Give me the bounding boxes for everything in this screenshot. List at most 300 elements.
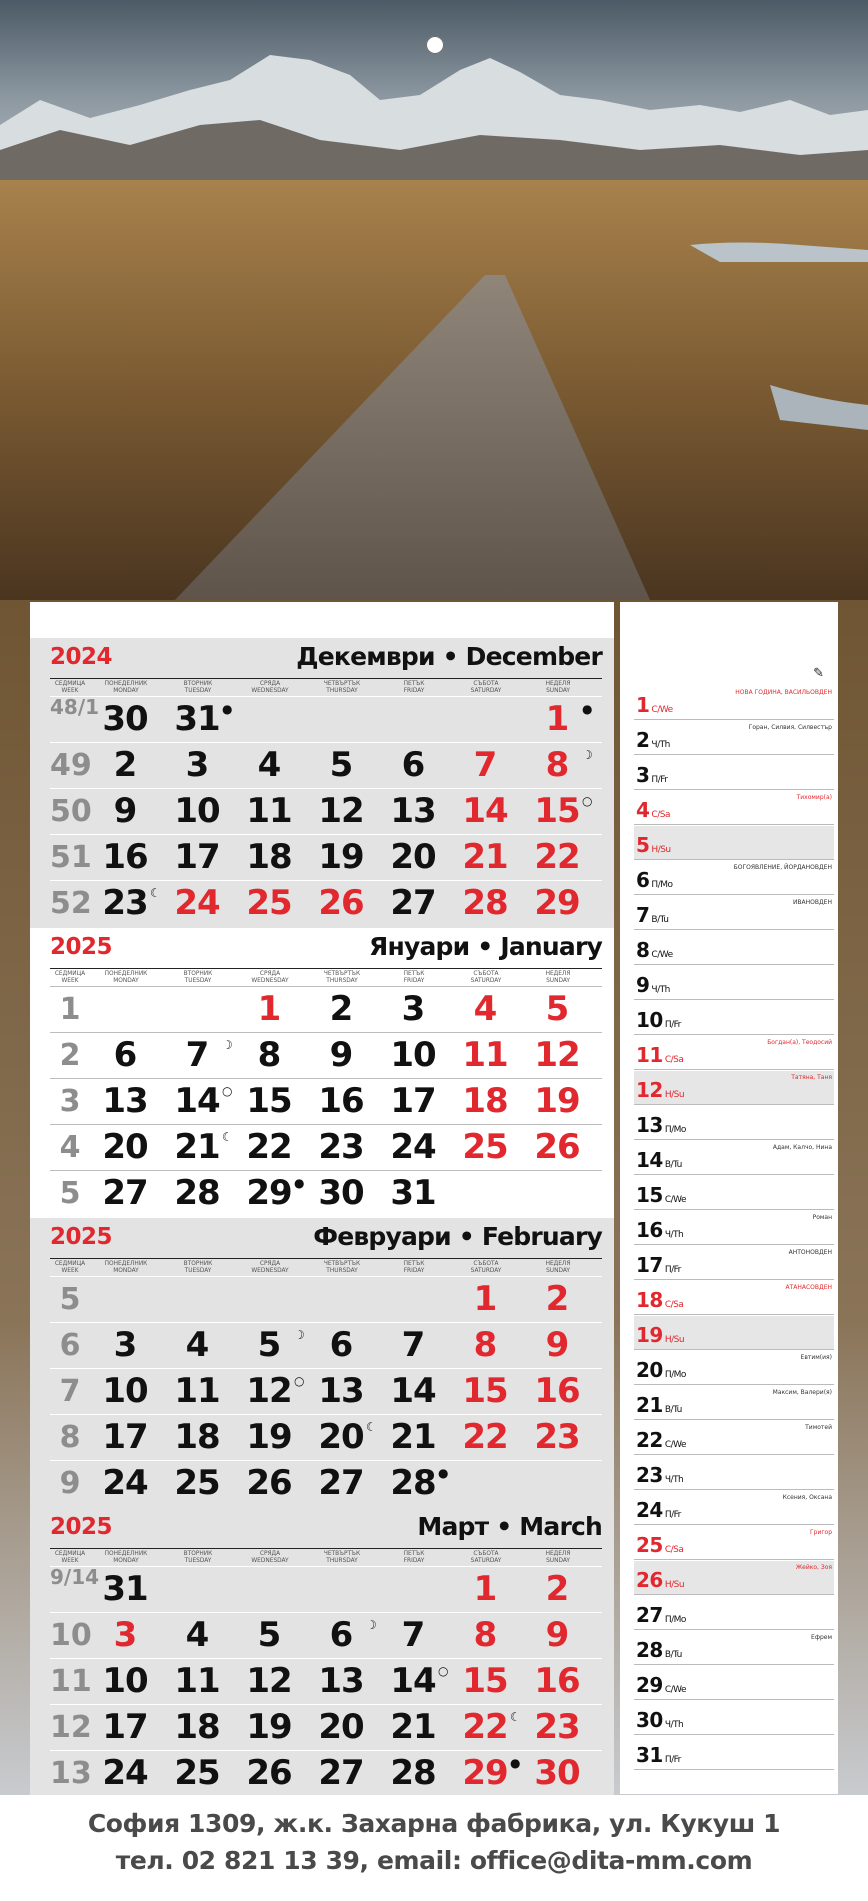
day-cell: 4 <box>185 1325 209 1365</box>
day-cell: 29 <box>534 883 580 923</box>
day-cell: 19 <box>246 1707 292 1747</box>
day-cell: 18 <box>462 1081 508 1121</box>
day-cell: 2 <box>113 745 137 785</box>
notes-day-row <box>634 791 834 825</box>
notes-day-number: 20 П/Mo <box>636 1358 686 1382</box>
day-cell: 30 <box>318 1173 364 1213</box>
notes-day-row <box>634 1001 834 1035</box>
week-number: 52 <box>50 886 92 921</box>
notes-day-number: 23 Ч/Th <box>636 1463 684 1487</box>
day-cell: 3 <box>113 1615 137 1655</box>
week-row <box>50 1124 602 1170</box>
day-cell: 15 <box>246 1081 292 1121</box>
week-row <box>50 1368 602 1414</box>
day-cell: 7 <box>473 745 497 785</box>
name-day-label: Евтим(ия) <box>800 1354 832 1361</box>
day-cell: 28 <box>390 1463 436 1503</box>
month-name: Март • March <box>417 1512 602 1541</box>
name-day-label: АНТОНОВДЕН <box>788 1249 832 1256</box>
notes-day-number: 31 П/Fr <box>636 1743 681 1767</box>
notes-day-number: 3 П/Fr <box>636 763 668 787</box>
week-row <box>50 1170 602 1216</box>
notes-day-row <box>634 1491 834 1525</box>
month-block <box>30 928 614 1218</box>
week-row <box>50 834 602 880</box>
day-cell: 17 <box>102 1417 148 1457</box>
notes-day-number: 1 С/We <box>636 693 673 717</box>
day-cell: 7 <box>401 1325 425 1365</box>
week-number: 5 <box>59 1176 81 1211</box>
weekday-label: ВТОРНИК TUESDAY <box>183 1549 213 1564</box>
day-cell: 26 <box>246 1463 292 1503</box>
week-row <box>50 1704 602 1750</box>
week-number: 49 <box>50 748 92 783</box>
day-cell: 11 <box>174 1661 220 1701</box>
day-cell: 22 <box>462 1707 508 1747</box>
day-cell: 30 <box>102 699 148 739</box>
name-day-label: Жейко, Зоя <box>795 1564 832 1571</box>
day-cell: 29 <box>462 1753 508 1793</box>
notes-day-number: 16 Ч/Th <box>636 1218 684 1242</box>
week-row <box>50 1276 602 1322</box>
day-cell: 20 <box>318 1417 364 1457</box>
notes-day-number: 14 В/Tu <box>636 1148 682 1172</box>
notes-day-number: 27 П/Mo <box>636 1603 686 1627</box>
weekday-label: СЕДМИЦА WEEK <box>54 1259 86 1274</box>
notes-day-row <box>634 931 834 965</box>
day-cell: 23 <box>318 1127 364 1167</box>
weekday-label: ПОНЕДЕЛНИК MONDAY <box>104 1549 148 1564</box>
day-cell: 28 <box>462 883 508 923</box>
day-cell: 2 <box>545 1569 569 1609</box>
day-cell: 28 <box>174 1173 220 1213</box>
day-cell: 9 <box>329 1035 353 1075</box>
weekday-label: СЕДМИЦА WEEK <box>54 1549 86 1564</box>
day-cell: 24 <box>102 1463 148 1503</box>
notes-day-row <box>634 1176 834 1210</box>
moon-phase-icon: ☾ <box>510 1710 521 1724</box>
day-cell: 25 <box>462 1127 508 1167</box>
moon-phase-icon: ○ <box>294 1374 305 1388</box>
month-name: Декември • December <box>296 642 602 671</box>
day-cell: 7 <box>401 1615 425 1655</box>
week-row <box>50 742 602 788</box>
weekday-label: НЕДЕЛЯ SUNDAY <box>545 969 571 984</box>
week-row <box>50 1750 602 1796</box>
weekday-label: ВТОРНИК TUESDAY <box>183 679 213 694</box>
month-year: 2025 <box>50 1514 113 1540</box>
notes-day-row <box>634 1561 834 1595</box>
weekday-label: СЪБОТА SATURDAY <box>470 969 502 984</box>
week-row <box>50 880 602 926</box>
day-cell: 19 <box>318 837 364 877</box>
moon-phase-icon: ● <box>438 1466 449 1480</box>
day-cell: 17 <box>102 1707 148 1747</box>
day-cell: 29 <box>246 1173 292 1213</box>
weekday-label: СРЯДА WEDNESDAY <box>251 969 289 984</box>
day-cell: 5 <box>329 745 353 785</box>
month-block <box>30 1508 614 1798</box>
notes-day-row <box>634 1526 834 1560</box>
moon-phase-icon: ☽ <box>294 1328 305 1342</box>
day-cell: 10 <box>390 1035 436 1075</box>
day-cell: 6 <box>329 1615 353 1655</box>
month-name: Февруари • February <box>313 1222 602 1251</box>
moon-phase-icon: ☾ <box>366 1420 377 1434</box>
notes-day-number: 6 П/Mo <box>636 868 673 892</box>
day-cell: 2 <box>329 989 353 1029</box>
day-cell: 26 <box>246 1753 292 1793</box>
day-cell: 14 <box>390 1661 436 1701</box>
day-cell: 20 <box>318 1707 364 1747</box>
day-cell: 10 <box>102 1371 148 1411</box>
day-cell: 22 <box>246 1127 292 1167</box>
notes-day-number: 10 П/Fr <box>636 1008 681 1032</box>
moon-phase-icon: ☽ <box>582 748 593 762</box>
notes-day-number: 25 С/Sa <box>636 1533 684 1557</box>
day-cell: 22 <box>462 1417 508 1457</box>
day-cell: 27 <box>390 883 436 923</box>
contact-line: тел. 02 821 13 39, email: office@dita-mm.com <box>115 1846 753 1875</box>
notes-day-row <box>634 1631 834 1665</box>
day-cell: 20 <box>102 1127 148 1167</box>
day-cell: 24 <box>390 1127 436 1167</box>
day-cell: 13 <box>102 1081 148 1121</box>
footer <box>0 1795 868 1901</box>
day-cell: 12 <box>246 1661 292 1701</box>
name-day-label: Григор <box>810 1529 832 1536</box>
day-cell: 9 <box>113 791 137 831</box>
notes-day-number: 9 Ч/Th <box>636 973 670 997</box>
week-row <box>50 1078 602 1124</box>
notes-day-row <box>634 686 834 720</box>
week-number: 6 <box>59 1328 81 1363</box>
notes-day-number: 30 Ч/Th <box>636 1708 684 1732</box>
day-cell: 25 <box>174 1463 220 1503</box>
day-cell: 27 <box>102 1173 148 1213</box>
notes-day-number: 29 С/We <box>636 1673 687 1697</box>
month-year: 2024 <box>50 644 113 670</box>
notes-day-row <box>634 1666 834 1700</box>
day-cell: 3 <box>113 1325 137 1365</box>
day-cell: 15 <box>462 1661 508 1701</box>
day-cell: 1 <box>257 989 281 1029</box>
calendar-sheet <box>30 602 838 1794</box>
month-header <box>50 638 602 678</box>
notes-day-row <box>634 1736 834 1770</box>
week-number: 7 <box>59 1374 81 1409</box>
day-cell: 12 <box>246 1371 292 1411</box>
weekday-label: ЧЕТВЪРТЪК THURSDAY <box>323 969 361 984</box>
day-cell: 8 <box>473 1325 497 1365</box>
day-cell: 26 <box>318 883 364 923</box>
week-row <box>50 1460 602 1506</box>
weekday-label: СЕДМИЦА WEEK <box>54 679 86 694</box>
weekday-label: ВТОРНИК TUESDAY <box>183 1259 213 1274</box>
day-cell: 16 <box>102 837 148 877</box>
day-cell: 5 <box>257 1615 281 1655</box>
day-cell: 14 <box>462 791 508 831</box>
day-cell: 31 <box>174 699 220 739</box>
day-cell: 27 <box>318 1753 364 1793</box>
notes-day-number: 26 Н/Su <box>636 1568 685 1592</box>
notes-day-row <box>634 1246 834 1280</box>
day-cell: 23 <box>102 883 148 923</box>
week-number: 50 <box>50 794 92 829</box>
notes-day-row <box>634 1351 834 1385</box>
day-cell: 17 <box>174 837 220 877</box>
week-number: 4 <box>59 1130 81 1165</box>
weekday-label: СЪБОТА SATURDAY <box>470 1259 502 1274</box>
day-cell: 19 <box>534 1081 580 1121</box>
day-cell: 14 <box>390 1371 436 1411</box>
month-header <box>50 1218 602 1258</box>
day-cell: 8 <box>257 1035 281 1075</box>
moon-phase-icon: ● <box>510 1756 521 1770</box>
weekday-label: СЕДМИЦА WEEK <box>54 969 86 984</box>
day-cell: 3 <box>401 989 425 1029</box>
name-day-label: НОВА ГОДИНА, ВАСИЛЬОВДЕН <box>735 689 832 696</box>
notes-day-row <box>634 1386 834 1420</box>
day-cell: 31 <box>390 1173 436 1213</box>
moon-phase-icon: ☽ <box>366 1618 377 1632</box>
moon-phase-icon: ○ <box>222 1084 233 1098</box>
day-cell: 20 <box>390 837 436 877</box>
weekday-label: ПЕТЪК FRIDAY <box>403 679 425 694</box>
notes-day-row <box>634 756 834 790</box>
day-cell: 11 <box>174 1371 220 1411</box>
day-cell: 24 <box>102 1753 148 1793</box>
month-block <box>30 1218 614 1508</box>
address-line: София 1309, ж.к. Захарна фабрика, ул. Кукуш 1 <box>87 1809 781 1838</box>
month-name: Януари • January <box>369 932 602 961</box>
day-cell: 4 <box>185 1615 209 1655</box>
month-header <box>50 1508 602 1548</box>
moon-phase-icon: ☾ <box>150 886 161 900</box>
day-cell: 6 <box>113 1035 137 1075</box>
week-number: 9 <box>59 1466 81 1501</box>
weekday-label: НЕДЕЛЯ SUNDAY <box>545 1259 571 1274</box>
day-cell: 13 <box>318 1661 364 1701</box>
notes-day-row <box>634 1106 834 1140</box>
day-cell: 9 <box>545 1615 569 1655</box>
month-header <box>50 928 602 968</box>
week-row <box>50 1566 602 1612</box>
name-day-label: Татяна, Таня <box>791 1074 832 1081</box>
notes-day-row <box>634 1036 834 1070</box>
moon-phase-icon: ☽ <box>222 1038 233 1052</box>
moon-phase-icon: ● <box>222 702 233 716</box>
name-day-label: Горан, Силвия, Силвестър <box>748 724 832 731</box>
notes-day-row <box>634 1211 834 1245</box>
notes-day-row <box>634 1421 834 1455</box>
day-cell: 21 <box>390 1417 436 1457</box>
day-cell: 18 <box>246 837 292 877</box>
calendar-grid <box>30 602 614 1794</box>
notes-day-row <box>634 1071 834 1105</box>
notes-day-number: 21 В/Tu <box>636 1393 682 1417</box>
day-cell: 10 <box>174 791 220 831</box>
week-row <box>50 1322 602 1368</box>
month-block <box>30 638 614 928</box>
day-cell: 21 <box>462 837 508 877</box>
notes-day-row <box>634 1596 834 1630</box>
day-cell: 21 <box>390 1707 436 1747</box>
day-cell: 11 <box>462 1035 508 1075</box>
moon-phase-icon: ☾ <box>222 1130 233 1144</box>
notes-day-row <box>634 721 834 755</box>
notes-day-number: 19 Н/Su <box>636 1323 685 1347</box>
week-row <box>50 1414 602 1460</box>
weekday-header <box>50 968 602 987</box>
month-year: 2025 <box>50 1224 113 1250</box>
day-cell: 27 <box>318 1463 364 1503</box>
week-row <box>50 1612 602 1658</box>
weekday-label: НЕДЕЛЯ SUNDAY <box>545 679 571 694</box>
day-cell: 1 <box>473 1569 497 1609</box>
name-day-label: АТАНАСОВДЕН <box>785 1284 832 1291</box>
day-cell: 3 <box>185 745 209 785</box>
notes-day-number: 13 П/Mo <box>636 1113 686 1137</box>
day-cell: 26 <box>534 1127 580 1167</box>
notes-day-row <box>634 826 834 860</box>
notes-day-row <box>634 1701 834 1735</box>
weekday-label: ВТОРНИК TUESDAY <box>183 969 213 984</box>
day-cell: 7 <box>185 1035 209 1075</box>
day-cell: 6 <box>329 1325 353 1365</box>
name-day-label: Максим, Валери(я) <box>772 1389 832 1396</box>
notes-day-row <box>634 1456 834 1490</box>
week-number: 3 <box>59 1084 81 1119</box>
week-number: 13 <box>50 1756 92 1791</box>
notes-day-number: 8 С/We <box>636 938 673 962</box>
notes-day-number: 5 Н/Su <box>636 833 671 857</box>
notes-day-number: 17 П/Fr <box>636 1253 681 1277</box>
week-row <box>50 696 602 742</box>
day-cell: 8 <box>545 745 569 785</box>
moon-phase-icon: ● <box>294 1176 305 1190</box>
day-cell: 16 <box>534 1661 580 1701</box>
week-number: 2 <box>59 1038 81 1073</box>
weekday-header <box>50 1548 602 1567</box>
day-cell: 16 <box>318 1081 364 1121</box>
day-cell: 12 <box>534 1035 580 1075</box>
name-day-label: Ефрем <box>811 1634 832 1641</box>
weekday-label: НЕДЕЛЯ SUNDAY <box>545 1549 571 1564</box>
notes-icon: ✎ <box>813 666 824 681</box>
day-cell: 15 <box>462 1371 508 1411</box>
day-cell: 18 <box>174 1707 220 1747</box>
day-cell: 5 <box>257 1325 281 1365</box>
weekday-label: ЧЕТВЪРТЪК THURSDAY <box>323 679 361 694</box>
name-day-label: Роман <box>812 1214 832 1221</box>
hanging-hole <box>426 36 444 54</box>
week-row <box>50 1032 602 1078</box>
day-cell: 15 <box>534 791 580 831</box>
moon-phase-icon: ○ <box>438 1664 449 1678</box>
weekday-header <box>50 678 602 697</box>
notes-day-number: 4 С/Sa <box>636 798 670 822</box>
day-cell: 25 <box>246 883 292 923</box>
day-cell: 14 <box>174 1081 220 1121</box>
day-cell: 23 <box>534 1417 580 1457</box>
week-number: 9/14 <box>50 1565 100 1589</box>
day-cell: 17 <box>390 1081 436 1121</box>
week-number: 8 <box>59 1420 81 1455</box>
notes-day-number: 24 П/Fr <box>636 1498 681 1522</box>
weekday-label: СЪБОТА SATURDAY <box>470 679 502 694</box>
day-cell: 8 <box>473 1615 497 1655</box>
week-row <box>50 1658 602 1704</box>
notes-day-number: 15 С/We <box>636 1183 687 1207</box>
day-cell: 18 <box>174 1417 220 1457</box>
notes-day-row <box>634 1141 834 1175</box>
day-cell: 19 <box>246 1417 292 1457</box>
notes-day-number: 12 Н/Su <box>636 1078 685 1102</box>
day-cell: 24 <box>174 883 220 923</box>
notes-day-row <box>634 966 834 1000</box>
day-cell: 30 <box>534 1753 580 1793</box>
day-cell: 6 <box>401 745 425 785</box>
name-day-label: Тихомир(а) <box>796 794 832 801</box>
notes-day-number: 7 В/Tu <box>636 903 669 927</box>
day-cell: 4 <box>257 745 281 785</box>
notes-day-row <box>634 896 834 930</box>
name-day-label: Тимотей <box>805 1424 832 1431</box>
day-cell: 9 <box>545 1325 569 1365</box>
day-cell: 10 <box>102 1661 148 1701</box>
week-number: 51 <box>50 840 92 875</box>
month-year: 2025 <box>50 934 113 960</box>
notes-day-number: 18 С/Sa <box>636 1288 684 1312</box>
week-row <box>50 788 602 834</box>
day-cell: 1 <box>473 1279 497 1319</box>
notes-day-row <box>634 1316 834 1350</box>
notes-day-number: 28 В/Tu <box>636 1638 682 1662</box>
weekday-label: СРЯДА WEDNESDAY <box>251 679 289 694</box>
notes-day-row <box>634 1281 834 1315</box>
weekday-label: СРЯДА WEDNESDAY <box>251 1259 289 1274</box>
week-number: 10 <box>50 1618 92 1653</box>
weekday-label: ПОНЕДЕЛНИК MONDAY <box>104 679 148 694</box>
moon-phase-icon: ● <box>582 702 593 716</box>
name-day-label: Богдан(а), Теодосий <box>767 1039 832 1046</box>
week-number: 48/1 <box>50 695 100 719</box>
notes-day-number: 22 С/We <box>636 1428 687 1452</box>
weekday-label: ПЕТЪК FRIDAY <box>403 1259 425 1274</box>
week-number: 12 <box>50 1710 92 1745</box>
week-number: 1 <box>59 992 81 1027</box>
name-day-label: Адам, Калчо, Нина <box>772 1144 832 1151</box>
weekday-label: ПОНЕДЕЛНИК MONDAY <box>104 969 148 984</box>
week-number: 11 <box>50 1664 92 1699</box>
notes-day-row <box>634 861 834 895</box>
day-cell: 21 <box>174 1127 220 1167</box>
day-cell: 13 <box>318 1371 364 1411</box>
weekday-label: ЧЕТВЪРТЪК THURSDAY <box>323 1259 361 1274</box>
notes-day-number: 2 Ч/Th <box>636 728 670 752</box>
day-cell: 11 <box>246 791 292 831</box>
day-cell: 4 <box>473 989 497 1029</box>
day-cell: 13 <box>390 791 436 831</box>
week-row <box>50 986 602 1032</box>
day-cell: 28 <box>390 1753 436 1793</box>
day-cell: 23 <box>534 1707 580 1747</box>
moon-phase-icon: ○ <box>582 794 593 808</box>
weekday-label: СЪБОТА SATURDAY <box>470 1549 502 1564</box>
weekday-label: ЧЕТВЪРТЪК THURSDAY <box>323 1549 361 1564</box>
january-notes-column <box>620 602 838 1794</box>
